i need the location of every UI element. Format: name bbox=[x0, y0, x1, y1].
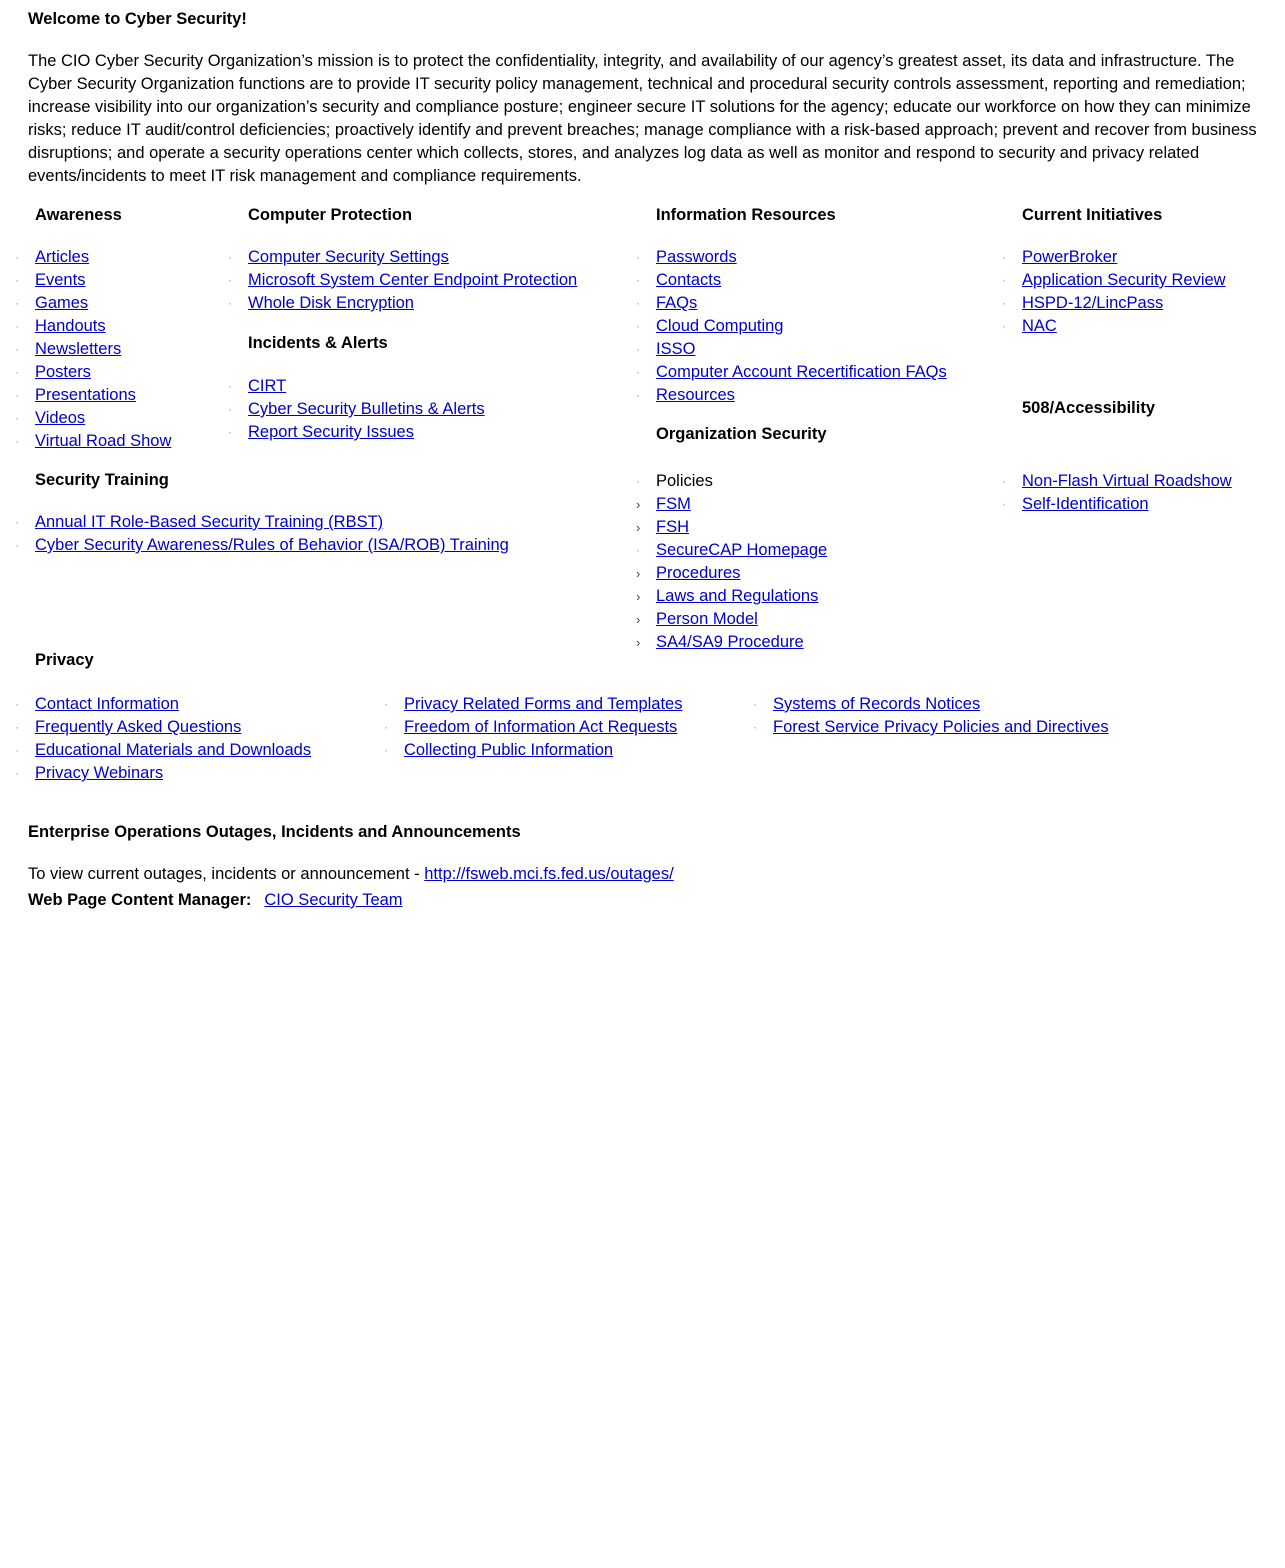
systems-of-records-notices-link[interactable]: Systems of Records Notices bbox=[773, 695, 981, 713]
list-item bbox=[35, 338, 171, 361]
list-item bbox=[656, 608, 827, 631]
forest-service-privacy-policies-link[interactable]: Forest Service Privacy Policies and Directives bbox=[773, 718, 1109, 736]
list-item bbox=[35, 716, 311, 739]
information-resources-list bbox=[656, 246, 947, 407]
awareness-link-articles[interactable]: Articles bbox=[35, 248, 90, 266]
laws-regulations-link[interactable]: Laws and Regulations bbox=[656, 587, 819, 605]
privacy-webinars-link[interactable]: Privacy Webinars bbox=[35, 764, 164, 782]
privacy-list-col1 bbox=[35, 693, 311, 785]
list-item bbox=[656, 315, 947, 338]
sa4-sa9-procedure-link[interactable]: SA4/SA9 Procedure bbox=[656, 633, 804, 651]
computer-protection-heading: Computer Protection bbox=[248, 206, 413, 224]
fsm-link[interactable]: FSM bbox=[656, 495, 691, 513]
list-item bbox=[248, 421, 485, 444]
privacy-faq-link[interactable]: Frequently Asked Questions bbox=[35, 718, 242, 736]
endpoint-protection-link[interactable]: Microsoft System Center Endpoint Protection bbox=[248, 271, 578, 289]
privacy-contact-information-link[interactable]: Contact Information bbox=[35, 695, 179, 713]
list-item bbox=[35, 739, 311, 762]
awareness-link-events[interactable]: Events bbox=[35, 271, 86, 289]
report-security-issues-link[interactable]: Report Security Issues bbox=[248, 423, 414, 441]
list-item bbox=[1022, 493, 1232, 516]
list-item bbox=[35, 407, 171, 430]
list-item bbox=[248, 375, 485, 398]
current-initiatives-list bbox=[1022, 246, 1226, 338]
privacy-heading: Privacy bbox=[35, 651, 94, 669]
list-item bbox=[656, 246, 947, 269]
list-item bbox=[35, 693, 311, 716]
content-manager-line bbox=[28, 889, 403, 912]
person-model-link[interactable]: Person Model bbox=[656, 610, 758, 628]
outages-link[interactable]: http://fsweb.mci.fs.fed.us/outages/ bbox=[424, 865, 674, 883]
awareness-heading: Awareness bbox=[35, 206, 122, 224]
awareness-list bbox=[35, 246, 171, 453]
awareness-link-posters[interactable]: Posters bbox=[35, 363, 91, 381]
mission-paragraph: The CIO Cyber Security Organization’s mission is to protect the confidentiality, integrity, and availability of our agency’s greatest asset, its data and infrastructure. The Cyber Security Organization functions are to provide IT security policy management, technical and procedural security controls assessment, reporting and remediation; increase visibility into our organization’s security and compliance posture; engineer secure IT solutions for the agency; educate our workforce on how they can minimize risks; reduce IT audit/control deficiencies; proactively identify and prevent breaches; manage compliance with a risk-based approach; prevent and recover from business disruptions; and operate a security operations center which collects, stores, and analyzes log data as well as monitor and respond to security and privacy related events/incidents to meet IT risk management and compliance requirements. bbox=[28, 52, 1257, 185]
accessibility-heading: 508/Accessibility bbox=[1022, 399, 1155, 417]
accessibility-list bbox=[1022, 470, 1232, 516]
awareness-link-videos[interactable]: Videos bbox=[35, 409, 86, 427]
fsh-link[interactable]: FSH bbox=[656, 518, 689, 536]
awareness-link-newsletters[interactable]: Newsletters bbox=[35, 340, 122, 358]
isa-rob-training-link[interactable]: Cyber Security Awareness/Rules of Behavior (ISA/ROB) Training bbox=[35, 536, 509, 554]
hspd-12-lincpass-link[interactable]: HSPD-12/LincPass bbox=[1022, 294, 1164, 312]
cloud-computing-link[interactable]: Cloud Computing bbox=[656, 317, 784, 335]
list-item bbox=[656, 269, 947, 292]
organization-security-heading: Organization Security bbox=[656, 425, 827, 443]
list-item bbox=[773, 693, 1109, 716]
non-flash-roadshow-link[interactable]: Non-Flash Virtual Roadshow bbox=[1022, 472, 1232, 490]
information-resources-heading: Information Resources bbox=[656, 206, 836, 224]
powerbroker-link[interactable]: PowerBroker bbox=[1022, 248, 1118, 266]
securecap-homepage-link[interactable]: SecureCAP Homepage bbox=[656, 541, 828, 559]
list-item bbox=[1022, 246, 1226, 269]
policies-label: Policies bbox=[656, 472, 713, 490]
list-item bbox=[656, 562, 827, 585]
list-item bbox=[656, 493, 827, 516]
list-item bbox=[35, 315, 171, 338]
passwords-link[interactable]: Passwords bbox=[656, 248, 737, 266]
cio-security-team-link[interactable]: CIO Security Team bbox=[264, 891, 403, 909]
current-initiatives-heading: Current Initiatives bbox=[1022, 206, 1163, 224]
list-item bbox=[656, 384, 947, 407]
list-item bbox=[35, 246, 171, 269]
list-item bbox=[656, 470, 827, 493]
list-item bbox=[1022, 470, 1232, 493]
enterprise-heading: Enterprise Operations Outages, Incidents and Announcements bbox=[28, 823, 521, 841]
list-item bbox=[248, 292, 577, 315]
list-item bbox=[35, 269, 171, 292]
list-item bbox=[35, 534, 509, 557]
privacy-forms-templates-link[interactable]: Privacy Related Forms and Templates bbox=[404, 695, 683, 713]
list-item bbox=[404, 739, 682, 762]
enterprise-line bbox=[28, 863, 674, 886]
whole-disk-encryption-link[interactable]: Whole Disk Encryption bbox=[248, 294, 414, 312]
awareness-link-games[interactable]: Games bbox=[35, 294, 89, 312]
list-item bbox=[404, 693, 682, 716]
contacts-link[interactable]: Contacts bbox=[656, 271, 722, 289]
list-item bbox=[35, 292, 171, 315]
list-item bbox=[35, 430, 171, 453]
application-security-review-link[interactable]: Application Security Review bbox=[1022, 271, 1226, 289]
awareness-link-presentations[interactable]: Presentations bbox=[35, 386, 136, 404]
list-item bbox=[248, 246, 577, 269]
list-item bbox=[35, 762, 311, 785]
foia-requests-link[interactable]: Freedom of Information Act Requests bbox=[404, 718, 678, 736]
enterprise-text: To view current outages, incidents or announcement - bbox=[28, 865, 425, 883]
awareness-link-virtual-road-show[interactable]: Virtual Road Show bbox=[35, 432, 172, 450]
list-item bbox=[773, 716, 1109, 739]
list-item bbox=[35, 511, 509, 534]
account-recertification-faqs-link[interactable]: Computer Account Recertification FAQs bbox=[656, 363, 947, 381]
privacy-list-col3 bbox=[773, 693, 1109, 739]
faqs-link[interactable]: FAQs bbox=[656, 294, 698, 312]
isso-link[interactable]: ISSO bbox=[656, 340, 696, 358]
list-item bbox=[1022, 315, 1226, 338]
incidents-list bbox=[248, 375, 485, 444]
list-item bbox=[248, 269, 577, 292]
list-item bbox=[1022, 292, 1226, 315]
cirt-link[interactable]: CIRT bbox=[248, 377, 287, 395]
procedures-link[interactable]: Procedures bbox=[656, 564, 741, 582]
privacy-educational-materials-link[interactable]: Educational Materials and Downloads bbox=[35, 741, 312, 759]
security-training-list bbox=[35, 511, 509, 557]
list-item bbox=[656, 585, 827, 608]
list-item bbox=[35, 361, 171, 384]
organization-security-list bbox=[656, 470, 827, 654]
list-item bbox=[656, 292, 947, 315]
list-item bbox=[656, 631, 827, 654]
awareness-link-handouts[interactable]: Handouts bbox=[35, 317, 106, 335]
list-item bbox=[656, 539, 827, 562]
privacy-list-col2 bbox=[404, 693, 682, 762]
rbst-training-link[interactable]: Annual IT Role-Based Security Training (RBST) bbox=[35, 513, 384, 531]
content-manager-label: Web Page Content Manager: bbox=[28, 891, 252, 909]
bulletins-alerts-link[interactable]: Cyber Security Bulletins & Alerts bbox=[248, 400, 485, 418]
list-item bbox=[404, 716, 682, 739]
incidents-heading: Incidents & Alerts bbox=[248, 334, 388, 352]
list-item bbox=[656, 361, 947, 384]
nac-link[interactable]: NAC bbox=[1022, 317, 1057, 335]
list-item bbox=[656, 338, 947, 361]
self-identification-link[interactable]: Self-Identification bbox=[1022, 495, 1149, 513]
resources-link[interactable]: Resources bbox=[656, 386, 735, 404]
computer-protection-list bbox=[248, 246, 577, 315]
list-item bbox=[248, 398, 485, 421]
security-training-heading: Security Training bbox=[35, 471, 169, 489]
computer-security-settings-link[interactable]: Computer Security Settings bbox=[248, 248, 449, 266]
collecting-public-information-link[interactable]: Collecting Public Information bbox=[404, 741, 614, 759]
list-item bbox=[656, 516, 827, 539]
welcome-heading: Welcome to Cyber Security! bbox=[28, 10, 247, 28]
list-item bbox=[1022, 269, 1226, 292]
list-item bbox=[35, 384, 171, 407]
